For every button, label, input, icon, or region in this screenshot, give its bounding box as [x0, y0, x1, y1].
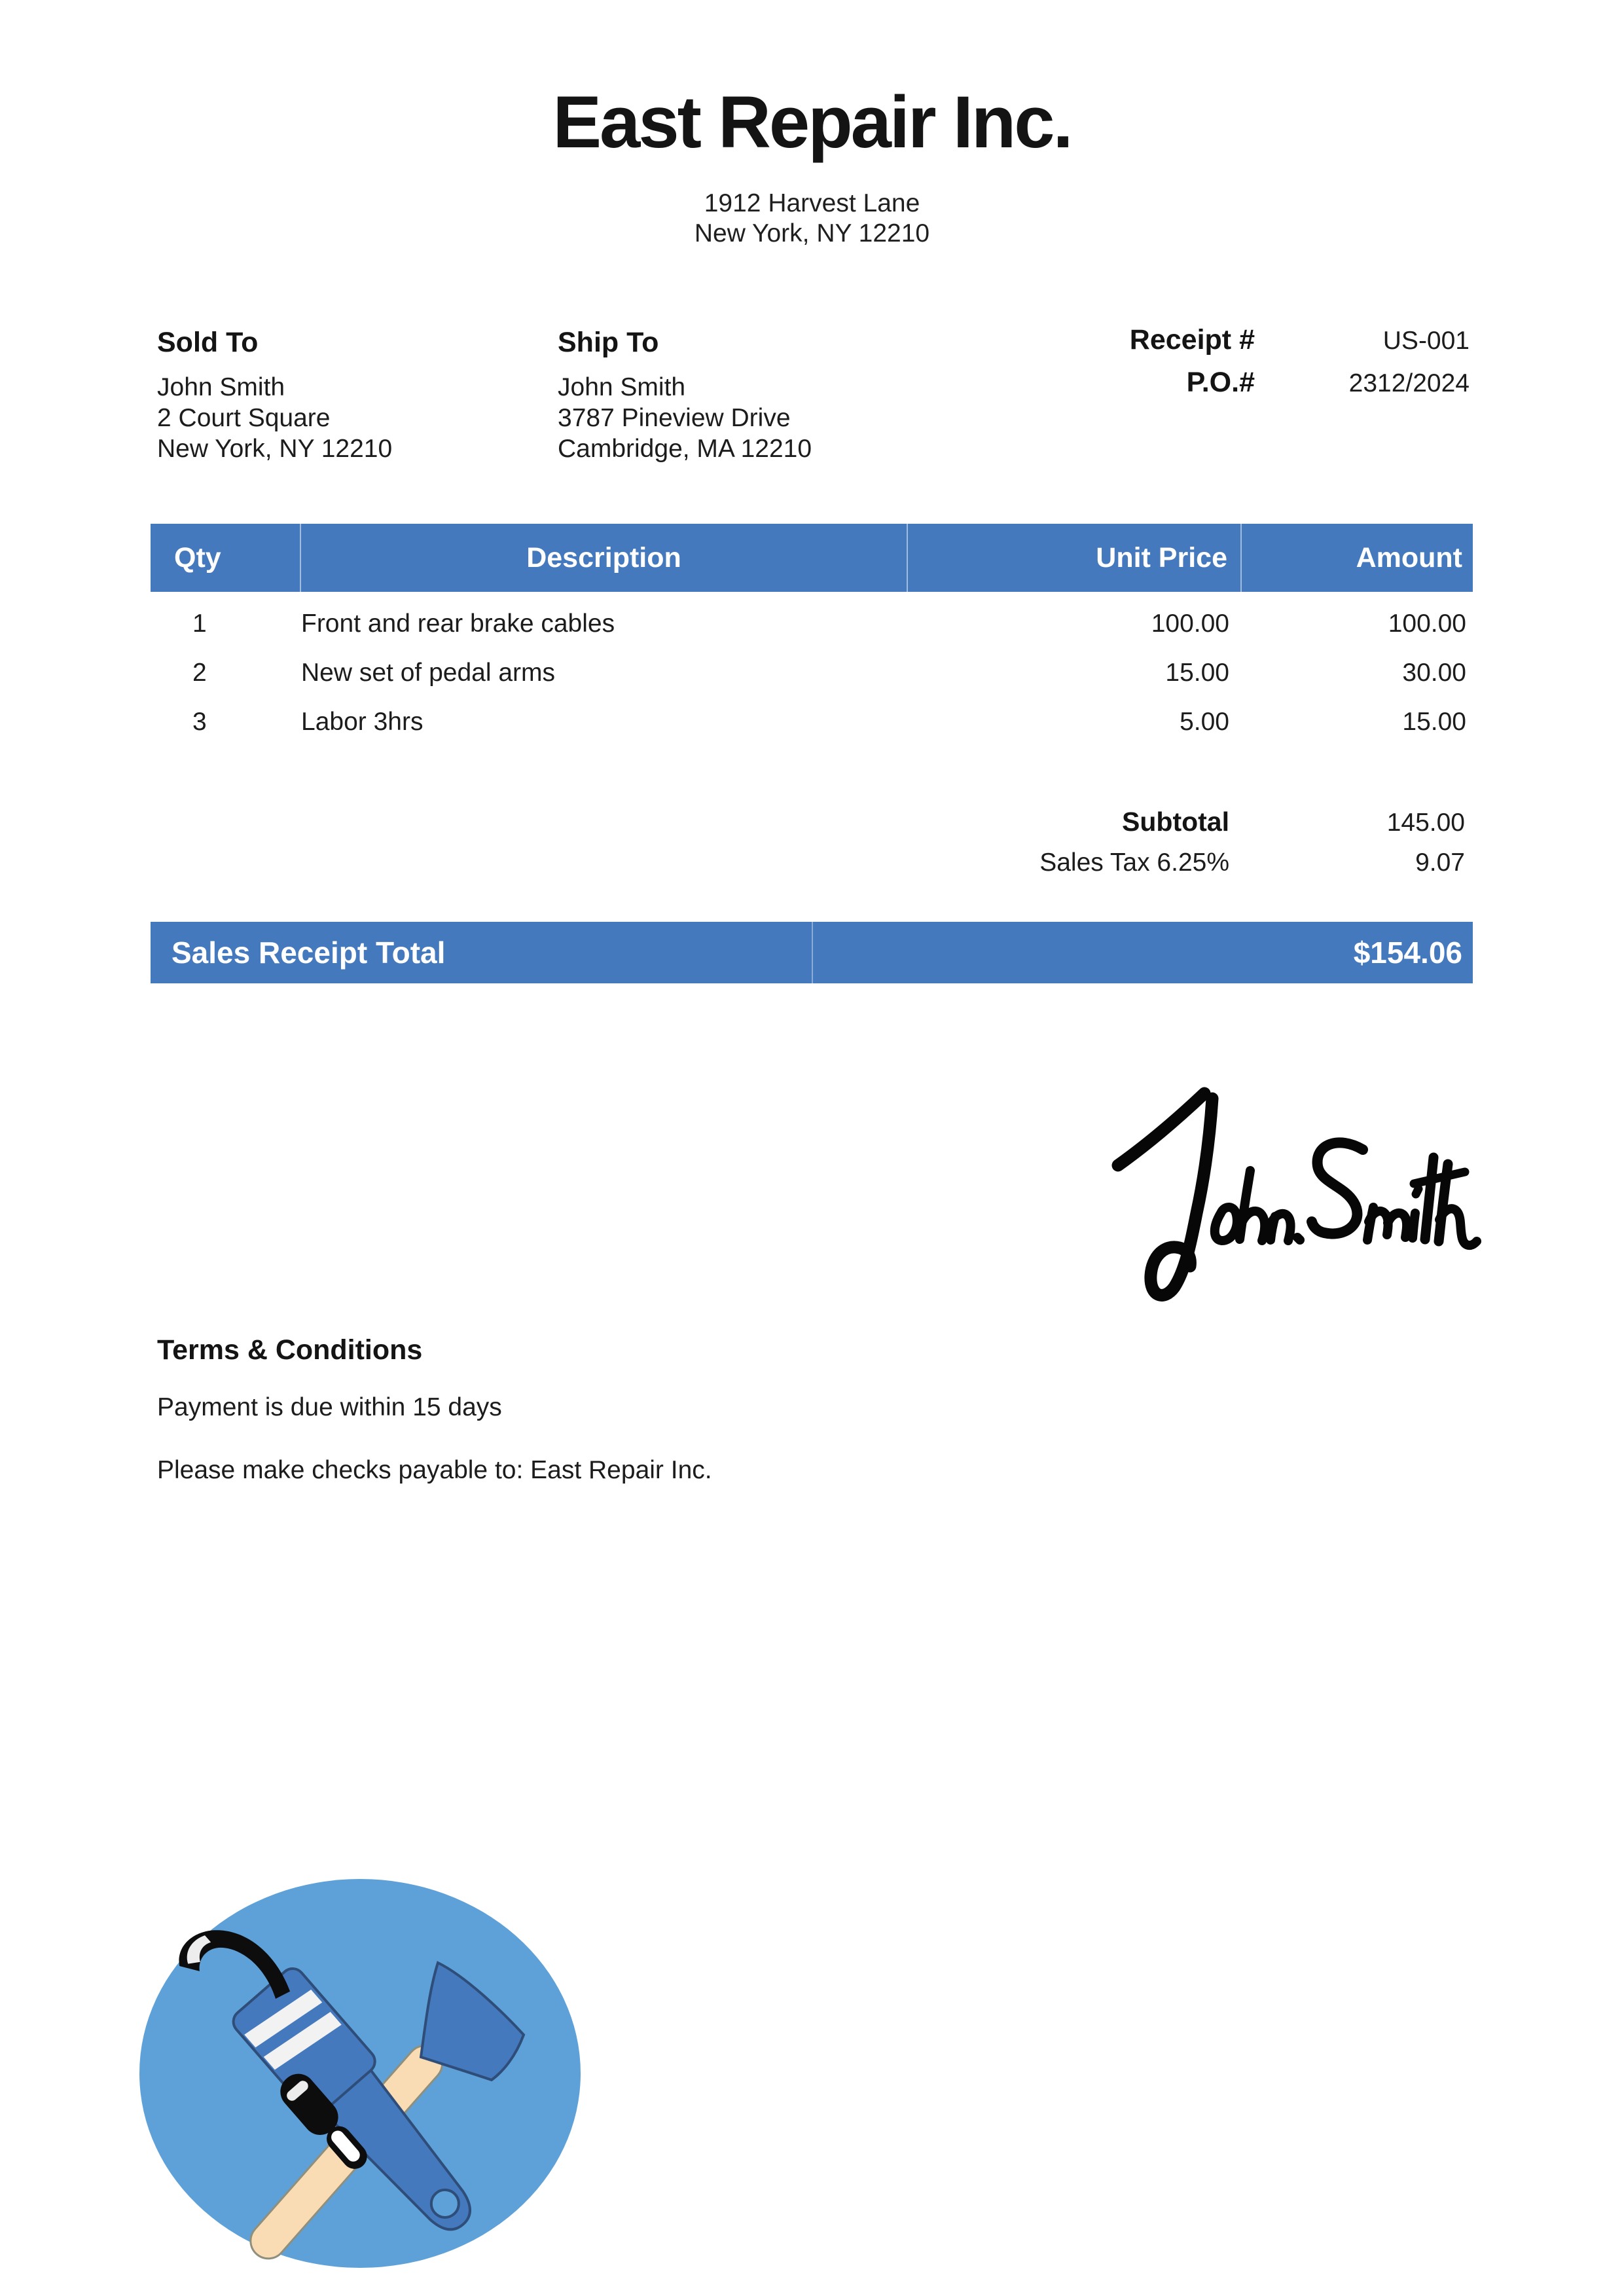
po-number-label: P.O.#: [1186, 367, 1255, 398]
company-address-line2: New York, NY 12210: [694, 219, 930, 247]
cell-amount: 30.00: [1402, 658, 1466, 687]
cell-description: New set of pedal arms: [301, 658, 556, 687]
terms-line: Payment is due within 15 days: [157, 1393, 502, 1421]
po-number-row: [1047, 367, 1470, 399]
sold-to-line: New York, NY 12210: [157, 435, 393, 463]
cell-description: Front and rear brake cables: [301, 609, 615, 638]
sold-to-block: [157, 325, 392, 464]
table-row: [151, 599, 1473, 648]
items-table-header: [151, 524, 1473, 592]
cell-unit-price: 15.00: [1165, 658, 1229, 687]
sold-to-line: 2 Court Square: [157, 404, 331, 432]
sold-to-address: [157, 372, 392, 464]
terms-heading: Terms & Conditions: [157, 1334, 423, 1366]
cell-qty: 2: [192, 658, 207, 687]
subtotal-label: Subtotal: [1122, 807, 1229, 837]
subtotal-row: [720, 807, 1465, 837]
ship-to-address: [558, 372, 812, 464]
receipt-number-row: [1047, 324, 1470, 356]
total-value: $154.06: [1353, 936, 1462, 970]
company-address-line1: 1912 Harvest Lane: [704, 189, 920, 217]
cell-unit-price: 5.00: [1180, 707, 1229, 736]
sold-to-line: John Smith: [157, 373, 285, 401]
column-header-qty: Qty: [174, 541, 221, 574]
sales-tax-value: 9.07: [1415, 848, 1465, 877]
company-address: [0, 189, 1624, 249]
sold-to-heading: Sold To: [157, 327, 259, 358]
company-logo-wrench-plunger-icon: [131, 1869, 589, 2275]
ship-to-line: 3787 Pineview Drive: [558, 404, 791, 432]
subtotal-value: 145.00: [1386, 809, 1465, 837]
ship-to-line: Cambridge, MA 12210: [558, 435, 812, 463]
cell-amount: 100.00: [1388, 609, 1466, 638]
cell-qty: 1: [192, 609, 207, 638]
ship-to-heading: Ship To: [558, 327, 659, 358]
total-label: Sales Receipt Total: [171, 936, 446, 970]
table-row: [151, 648, 1473, 697]
items-table-body: [151, 599, 1473, 746]
column-header-amount: Amount: [1240, 524, 1473, 592]
signature-strokes: [1118, 1093, 1477, 1295]
cell-description: Labor 3hrs: [301, 707, 424, 736]
receipt-number-label: Receipt #: [1129, 324, 1255, 355]
cell-amount: 15.00: [1402, 707, 1466, 736]
cell-unit-price: 100.00: [1151, 609, 1229, 638]
cell-qty: 3: [192, 707, 207, 736]
signature-john-smith: [1106, 1079, 1483, 1311]
table-row: [151, 697, 1473, 746]
sales-receipt-total-bar: [151, 922, 1473, 983]
po-number-value: 2312/2024: [1348, 369, 1470, 397]
company-name: East Repair Inc.: [552, 81, 1072, 163]
column-header-unit-price: Unit Price: [907, 524, 1240, 592]
total-bar-divider: [812, 922, 813, 983]
terms-line: Please make checks payable to: East Repair Inc.: [157, 1456, 712, 1484]
ship-to-block: [558, 325, 812, 464]
sales-tax-label: Sales Tax 6.25%: [1039, 848, 1229, 877]
column-header-description: Description: [300, 524, 907, 592]
ship-to-line: John Smith: [558, 373, 686, 401]
sales-tax-row: [720, 848, 1465, 877]
receipt-number-value: US-001: [1382, 327, 1470, 355]
